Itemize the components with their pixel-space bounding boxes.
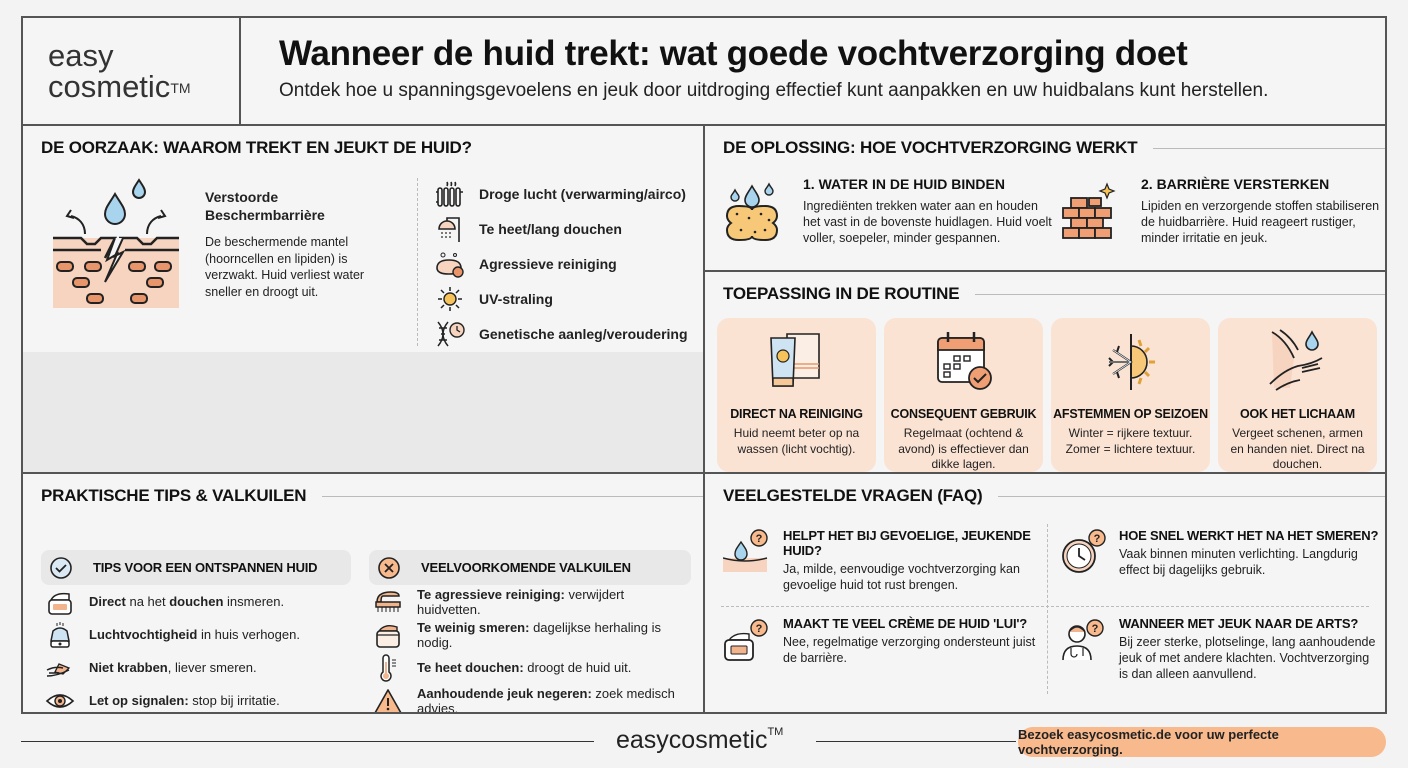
routine-title: TOEPASSING IN DE ROUTINE (723, 284, 1385, 304)
faq-question: WANNEER MET JEUK NAAR DE ARTS? (1119, 616, 1359, 631)
faq-answer: Ja, milde, eenvoudige vochtverzorging kan gevoelige huid tot rust brengen. (783, 562, 1020, 592)
faq-question: MAAKT TE VEEL CRÈME DE HUID 'LUI'? (783, 616, 1027, 631)
clock-question-icon (1059, 528, 1107, 576)
tips-do-header: TIPS VOOR EEN ONTSPANNEN HUID (41, 550, 351, 585)
pitfall-item: Te weinig smeren: dagelijkse herhaling is nodig. (369, 618, 691, 651)
page-subtitle: Ontdek hoe u spanningsgevoelens en jeuk door uitdroging effectief kunt aanpakken en uw huidbalans kunt herstellen. (279, 80, 1269, 101)
page-title: Wanneer de huid trekt: wat goede vochtverzorging doet (279, 34, 1188, 73)
solution-heading: 1. WATER IN DE HUID BINDEN (803, 176, 1005, 192)
divider (417, 178, 418, 346)
faq-item (1059, 528, 1379, 578)
trademark: TM (170, 80, 191, 96)
card-heading: AFSTEMMEN OP SEIZOEN (1053, 407, 1208, 421)
cause-text: De beschermende mantel (hoorncellen en lipiden) is verzwakt. Huid verliest water sneller en droogt uit. (205, 235, 365, 299)
card-text: Regelmaat (ochtend & avond) is effectiever dan dikke lagen. (898, 426, 1029, 471)
header (23, 18, 1385, 126)
radiator-icon (435, 180, 465, 208)
skin-drop-question-icon (723, 528, 771, 576)
tips-do-list (41, 550, 351, 712)
cause-item (435, 316, 688, 351)
tip-item: Niet krabben, liever smeren. (41, 651, 351, 684)
brush-icon (373, 588, 403, 616)
card-text: Vergeet schenen, armen en handen niet. Direct na douchen. (1230, 426, 1365, 471)
tube-towel-icon (765, 328, 829, 394)
damaged-skin-barrier-icon (51, 176, 181, 311)
doctor-question-icon (1059, 616, 1107, 664)
card-text: Winter = rijkere textuur. Zomer = lichtere textuur. (1065, 426, 1196, 456)
faq-question: HELPT HET BIJ GEVOELIGE, JEUKENDE HUID? (783, 528, 1031, 558)
shower-icon (435, 215, 465, 243)
divider (998, 496, 1385, 497)
cause-item-label: Te heet/lang douchen (479, 220, 622, 237)
divider (322, 496, 705, 497)
cause-item (435, 176, 688, 211)
calendar-check-icon (932, 328, 996, 394)
faq-section (705, 474, 1385, 712)
x-circle-icon (377, 556, 401, 580)
pitfall-item: Aanhoudende jeuk negeren: zoek medisch advies. (369, 684, 691, 712)
svg-text:?: ? (755, 623, 763, 635)
cause-item (435, 211, 688, 246)
solution-section (705, 126, 1385, 272)
sun-icon (435, 285, 465, 313)
solution-heading: 2. BARRIÈRE VERSTERKEN (1141, 176, 1330, 192)
cause-item (435, 246, 688, 281)
solution-text: Ingrediënten trekken water aan en houden het vast in de bovenste huidlagen. Huid voelt voller, soepeler, minder gespannen. (803, 199, 1052, 245)
faq-item (723, 528, 1043, 593)
svg-text:?: ? (1093, 533, 1101, 545)
cause-list (435, 176, 688, 351)
card-heading: DIRECT NA REINIGING (730, 407, 863, 421)
faq-item (1059, 616, 1379, 682)
warning-icon (373, 687, 403, 713)
cause-title: DE OORZAAK: WAAROM TREKT EN JEUKT DE HUID? (41, 138, 472, 157)
cause-item-label: UV-straling (479, 290, 553, 307)
cause-item-label: Droge lucht (verwarming/airco) (479, 185, 686, 202)
dna-clock-icon (435, 320, 465, 348)
divider (1047, 524, 1048, 694)
divider (21, 741, 594, 742)
solution-text: Lipiden en verzorgende stoffen stabiliseren de huidbarrière. Huid reageert rustiger, minder irritatie en jeuk. (1141, 199, 1380, 245)
cream-jar-icon (45, 588, 75, 616)
brick-wall-icon (1061, 182, 1119, 242)
cause-heading: Verstoorde Beschermbarrière (205, 189, 325, 223)
footer (0, 722, 1408, 762)
solution-title: DE OPLOSSING: HOE VOCHTVERZORGING WERKT (723, 138, 1385, 158)
faq-answer: Bij zeer sterke, plotselinge, lang aanhoudende jeuk of met andere klachten. Vochtverzorging is dan alleen aanvullend. (1119, 635, 1376, 681)
tip-item: Direct na het douchen insmeren. (41, 585, 351, 618)
divider (816, 741, 1016, 742)
empty-area (23, 352, 705, 474)
soap-icon (435, 250, 465, 278)
svg-text:?: ? (1091, 623, 1099, 635)
tips-section (23, 474, 705, 712)
cause-item-label: Genetische aanleg/veroudering (479, 325, 688, 342)
infographic-frame (21, 16, 1387, 714)
svg-text:?: ? (755, 533, 763, 545)
routine-card (1051, 318, 1210, 472)
card-heading: CONSEQUENT GEBRUIK (890, 407, 1037, 421)
faq-item (723, 616, 1043, 666)
hand-cream-icon (45, 654, 75, 682)
cause-section (23, 126, 705, 474)
sponge-water-icon (723, 182, 781, 242)
hand-drop-icon (1266, 328, 1330, 394)
footer-brand: easycosmetic™ (616, 726, 784, 754)
routine-card (717, 318, 876, 472)
tip-item: Let op signalen: stop bij irritatie. (41, 684, 351, 712)
faq-question: HOE SNEL WERKT HET NA HET SMEREN? (1119, 528, 1379, 543)
snowflake-sun-icon (1099, 328, 1163, 394)
solution-item (1061, 176, 1381, 246)
logo-line2: cosmetic (48, 69, 171, 104)
solution-item (723, 176, 1053, 246)
faq-answer: Vaak binnen minuten verlichting. Langdurig effect bij dagelijks gebruik. (1119, 547, 1358, 577)
tips-dont-header: VEELVOORKOMENDE VALKUILEN (369, 550, 691, 585)
thermometer-icon (373, 654, 403, 682)
divider (721, 606, 1369, 607)
check-circle-icon (49, 556, 73, 580)
pitfall-item: Te agressieve reiniging: verwijdert huidvetten. (369, 585, 691, 618)
humidifier-icon (45, 621, 75, 649)
cream-question-icon (723, 616, 771, 664)
faq-answer: Nee, regelmatige verzorging ondersteunt juist de barrière. (783, 635, 1036, 665)
card-heading: OOK HET LICHAAM (1239, 407, 1356, 421)
pitfall-item: Te heet douchen: droogt de huid uit. (369, 651, 691, 684)
tip-item: Luchtvochtigheid in huis verhogen. (41, 618, 351, 651)
routine-card (1218, 318, 1377, 472)
cause-item (435, 281, 688, 316)
divider (975, 294, 1385, 295)
cause-item-label: Agressieve reiniging (479, 255, 617, 272)
tips-dont-list (369, 550, 691, 712)
logo (23, 18, 241, 124)
logo-line1: easy (48, 38, 114, 73)
routine-card (884, 318, 1043, 472)
routine-section (705, 272, 1385, 474)
eye-icon (45, 687, 75, 713)
faq-title: VEELGESTELDE VRAGEN (FAQ) (723, 486, 1385, 506)
tips-title: PRAKTISCHE TIPS & VALKUILEN (41, 486, 705, 506)
open-jar-icon (373, 621, 403, 649)
card-text: Huid neemt beter op na wassen (licht vochtig). (733, 426, 860, 456)
visit-website-link[interactable]: Bezoek easycosmetic.de voor uw perfecte vochtverzorging. (1018, 727, 1386, 757)
divider (1153, 148, 1385, 149)
